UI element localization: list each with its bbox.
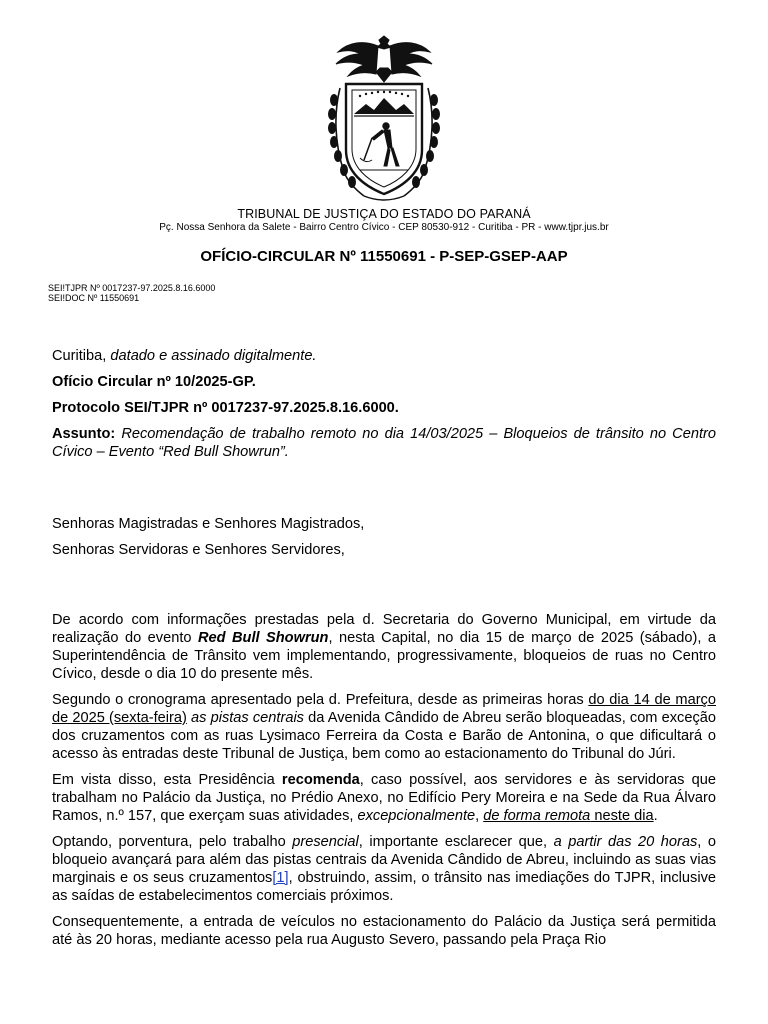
doc-number: SEI!DOC Nº 11550691 [48, 293, 140, 303]
document-body [52, 347, 716, 957]
subject-label: Assunto: [52, 426, 116, 442]
subject-line [52, 425, 716, 461]
protocolo-number: Protocolo SEI/TJPR nº 0017237-97.2025.8.16.6000. [52, 400, 399, 416]
document-title: OFÍCIO-CIRCULAR Nº 11550691 - P-SEP-GSEP-AAP [200, 248, 568, 265]
city: Curitiba, [52, 348, 111, 364]
greeting-magistrates: Senhoras Magistradas e Senhores Magistrados, [52, 516, 365, 532]
process-number: SEI!TJPR Nº 0017237-97.2025.8.16.6000 [48, 283, 216, 293]
sei-references [48, 283, 215, 303]
date-note: datado e assinado digitalmente. [110, 348, 317, 364]
subject-text: Recomendação de trabalho remoto no dia 14/03/2025 – Bloqueios de trânsito no Centro Cívico – Evento “Red Bull Showrun”. [52, 426, 716, 460]
paragraph-4: Optando, porventura, pelo trabalho presencial, importante esclarecer que, a partir das 20 horas, o bloqueio avançará para além das pistas centrais da Avenida Cândido de Abreu, incluindo as suas vias marginais e os seus cruzamentos[1], obstruindo, assim, o trânsito nas imediações do TJPR, inclusive as saídas de estabelecimentos comerciais próximos. [52, 834, 716, 904]
paragraph-2: Segundo o cronograma apresentado pela d. Prefeitura, desde as primeiras horas do dia 14 de março de 2025 (sexta-feira) as pistas centrais da Avenida Cândido de Abreu serão bloqueadas, com exceção dos cruzamentos com as ruas Lysimaco Ferreira da Costa e Barão de Antonina, o que dificultará o acesso às entradas deste Tribunal de Justiça, bem como ao estacionamento do Tribunal do Júri. [52, 692, 716, 762]
footnote-link[interactable]: [1] [272, 870, 289, 886]
organization-address: Pç. Nossa Senhora da Salete - Bairro Centro Cívico - CEP 80530-912 - Curitiba - PR - www.tjpr.jus.br [159, 222, 609, 233]
oficio-number: Ofício Circular nº 10/2025-GP. [52, 374, 256, 390]
paragraph-1: De acordo com informações prestadas pela d. Secretaria do Governo Municipal, em virtude da realização do evento Red Bull Showrun, nesta Capital, no dia 15 de março de 2025 (sábado), a Superintendência de Trânsito vem implementando, progressivamente, bloqueios de ruas no Centro Cívico, desde o dia 10 do presente mês. [52, 612, 717, 682]
greeting-servants: Senhoras Servidoras e Senhores Servidores, [52, 542, 345, 558]
paragraph-3: Em vista disso, esta Presidência recomenda, caso possível, aos servidores e às servidoras que trabalham no Palácio da Justiça, no Prédio Anexo, no Edifício Pery Moreira e na Sede da Rua Álvaro Ramos, n.º 157, que exerçam suas atividades, excepcionalmente, de forma remota neste dia. [52, 772, 716, 824]
state-coat-of-arms-icon [304, 32, 464, 208]
organization-name: TRIBUNAL DE JUSTIÇA DO ESTADO DO PARANÁ [237, 207, 531, 221]
paragraph-5: Consequentemente, a entrada de veículos no estacionamento do Palácio da Justiça será permitida até às 20 horas, mediante acesso pela rua Augusto Severo, passando pela Praça Rio [52, 914, 716, 948]
place-date-line [52, 347, 716, 365]
